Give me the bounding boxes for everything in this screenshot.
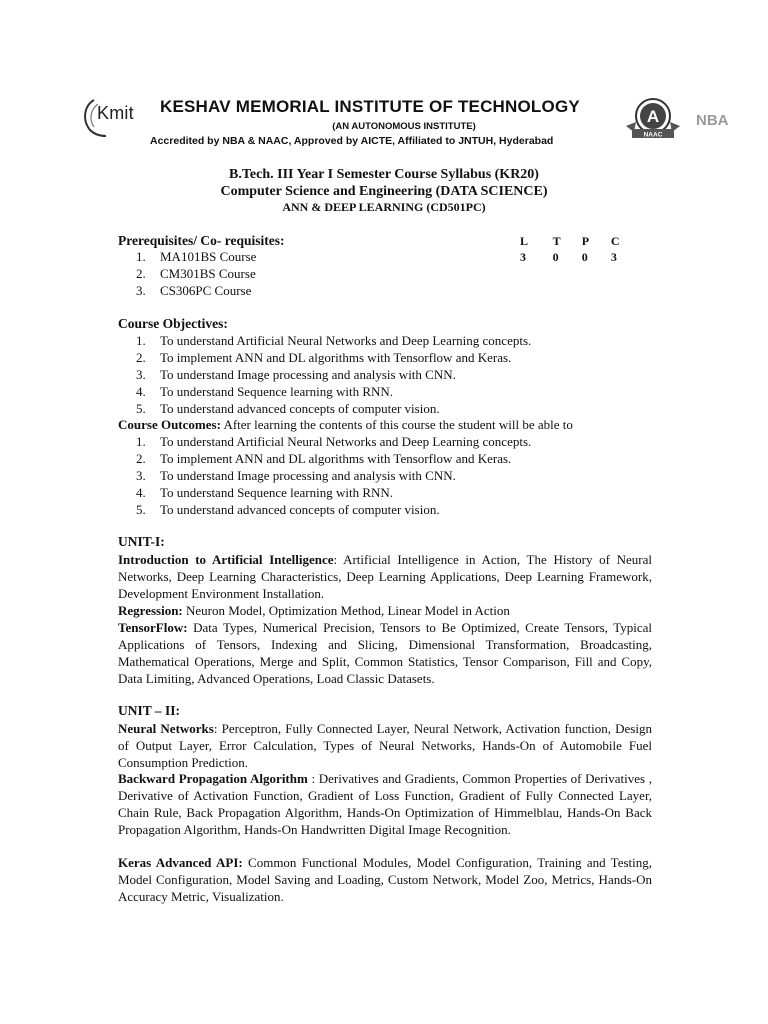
prerequisites-list	[136, 248, 256, 299]
ltpc-value-row	[520, 250, 640, 266]
outcomes-heading: Course Outcomes:	[118, 417, 221, 432]
ltpc-value-l: 3	[520, 250, 526, 264]
list-item: 4. To understand Sequence learning with RNN.	[136, 485, 394, 500]
objectives-list	[136, 332, 531, 417]
unit2-title: UNIT – II:	[118, 703, 181, 718]
list-item: 1. To understand Artificial Neural Networks and Deep Learning concepts.	[136, 333, 532, 348]
unit1-regression-heading: Regression:	[118, 603, 183, 618]
unit1-title: UNIT-I:	[118, 534, 165, 549]
course-title-line1: B.Tech. III Year I Semester Course Syllabus (KR20)	[229, 167, 539, 182]
outcomes-list	[136, 433, 531, 518]
naac-badge-icon	[622, 96, 684, 144]
ltpc-header-p: P	[581, 234, 590, 248]
course-title-line2: Computer Science and Engineering (DATA SCIENCE)	[220, 184, 548, 199]
list-item: 2. To implement ANN and DL algorithms with Tensorflow and Keras.	[136, 451, 512, 466]
ltpc-header-row	[520, 234, 640, 250]
unit1-para-tensorflow: TensorFlow: Data Types, Numerical Precision, Tensors to Be Optimized, Create Tensors, Typical Applications of Tensors, Indexing and Slicing, Dimensional Transformation, Broadcasting, Mathematical Operations, Merge and Split, Common Statistics, Tensor Comparison, Fill and Copy, Data Limiting, Advanced Operations, Load Classic Datasets.	[118, 620, 652, 686]
list-item: 3. To understand Image processing and analysis with CNN.	[136, 367, 456, 382]
ltpc-header-c: C	[610, 234, 620, 248]
outcomes-intro	[118, 417, 573, 433]
unit2-para-backprop: Backward Propagation Algorithm : Derivatives and Gradients, Common Properties of Derivatives , Derivative of Activation Function, Gradient of Loss Function, Gradient of Fully Connected Layer, Chain Rule, Back Propagation Algorithm, Hands-On Optimization of Himmelblau, Hands-On Back Propagation Algorithm, Hands-On Handwritten Digital Image Recognition.	[118, 771, 652, 837]
prerequisites-heading: Prerequisites/ Co- requisites:	[118, 233, 285, 248]
list-item: 1. MA101BS Course	[136, 249, 257, 264]
unit2-para-keras: Keras Advanced API: Common Functional Modules, Model Configuration, Training and Testing, Model Configuration, Model Saving and Loading, Custom Network, Model Zoo, Metrics, Hands-On Accuracy Metric, Visualization.	[118, 855, 652, 904]
unit1-ai-heading: Introduction to Artificial Intelligence	[118, 552, 334, 567]
ltpc-value-t: 0	[552, 250, 559, 264]
naac-badge-letter: A	[646, 107, 660, 126]
unit2-nn-heading: Neural Networks	[118, 721, 214, 736]
outcomes-intro-text: After learning the contents of this course the student will be able to	[220, 417, 573, 432]
ltpc-value-c: 3	[610, 250, 617, 264]
institute-name: KESHAV MEMORIAL INSTITUTE OF TECHNOLOGY	[160, 97, 580, 116]
list-item: 3. To understand Image processing and analysis with CNN.	[136, 468, 456, 483]
naac-badge-text: NAAC	[643, 131, 663, 139]
unit2-keras-heading: Keras Advanced API:	[118, 855, 243, 870]
list-item: 1. To understand Artificial Neural Networks and Deep Learning concepts.	[136, 434, 532, 449]
course-title-block	[0, 166, 768, 215]
list-item: 5. To understand advanced concepts of computer vision.	[136, 401, 440, 416]
kmit-logo-text: Kmit	[97, 103, 134, 123]
autonomous-label: (AN AUTONOMOUS INSTITUTE)	[332, 121, 476, 132]
list-item: 2. To implement ANN and DL algorithms with Tensorflow and Keras.	[136, 350, 512, 365]
list-item: 5. To understand advanced concepts of computer vision.	[136, 502, 440, 517]
list-item: 3. CS306PC Course	[136, 283, 252, 298]
objectives-heading: Course Objectives:	[118, 316, 228, 331]
ltpc-header-t: T	[552, 234, 561, 248]
course-title-line3: ANN & DEEP LEARNING (CD501PC)	[282, 200, 486, 214]
ltpc-value-p: 0	[581, 250, 588, 264]
ltpc-table	[520, 234, 640, 266]
ltpc-header-l: L	[520, 234, 529, 248]
nba-logo-icon	[694, 108, 730, 130]
accreditation-line: Accredited by NBA & NAAC, Approved by AICTE, Affiliated to JNTUH, Hyderabad	[150, 135, 554, 147]
unit1-para-ai: Introduction to Artificial Intelligence: Artificial Intelligence in Action, The History of Neural Networks, Deep Learning Characteristics, Deep Learning Applications, Deep Learning Framework, Development Environment Installation.	[118, 552, 652, 601]
unit2-backprop-heading: Backward Propagation Algorithm	[118, 771, 308, 786]
unit1-tensorflow-heading: TensorFlow:	[118, 620, 188, 635]
list-item: 4. To understand Sequence learning with RNN.	[136, 384, 394, 399]
unit2-para-neural-networks: Neural Networks: Perceptron, Fully Connected Layer, Neural Network, Activation function, Design of Output Layer, Error Calculation, Types of Neural Networks, Hands-On of Automobile Fuel Consumption Prediction.	[118, 721, 652, 770]
unit1-para-regression: Regression: Neuron Model, Optimization Method, Linear Model in Action	[118, 603, 510, 618]
nba-logo-text: NBA	[696, 112, 729, 129]
list-item: 2. CM301BS Course	[136, 266, 256, 281]
